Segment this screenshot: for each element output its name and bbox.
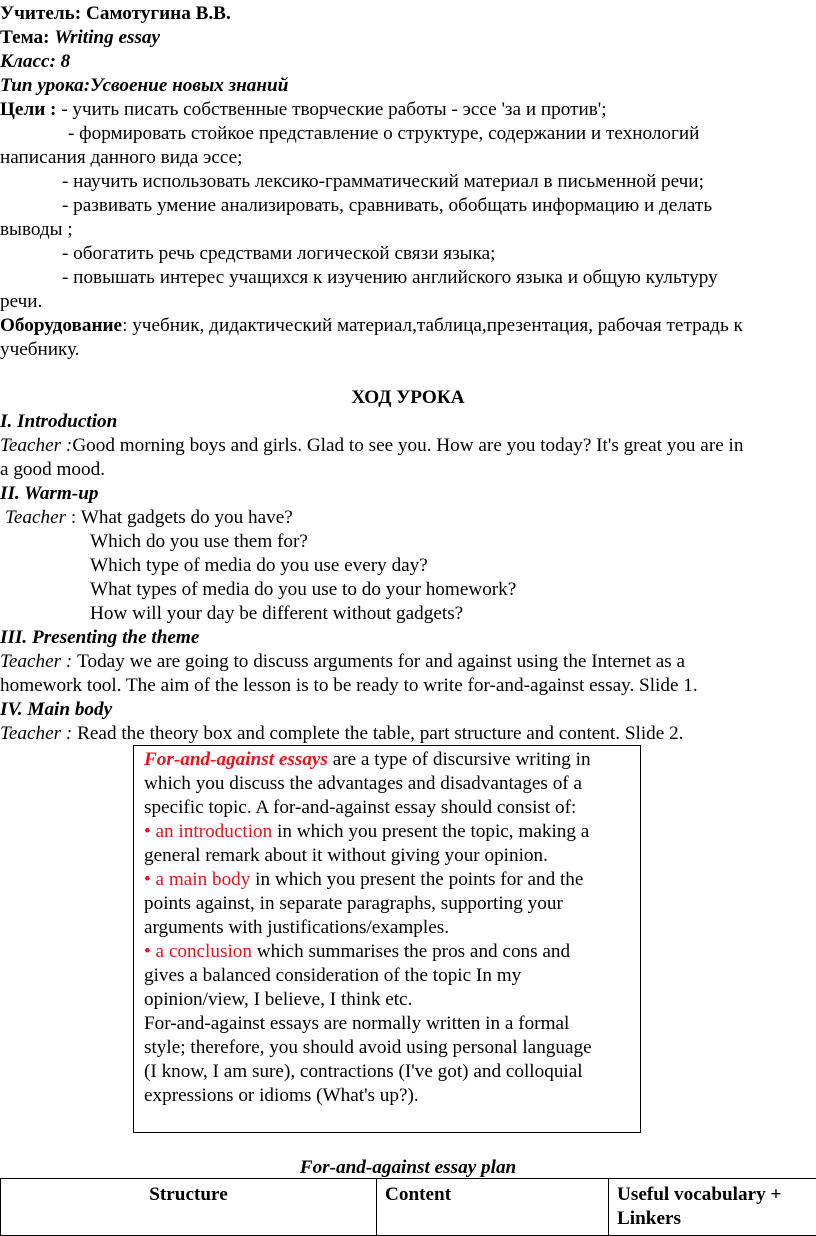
warmup-q3: Which type of media do you use every day? — [90, 554, 816, 578]
presenting-line-2: homework tool. The aim of the lesson is to be ready to write for-and-against essay. Slide 1. — [0, 674, 816, 698]
conclusion-term: • a conclusion — [144, 941, 252, 962]
theory-line-15: expressions or idioms (What's up?). — [144, 1084, 419, 1108]
plan-table — [0, 1178, 816, 1236]
theory-line-11: opinion/view, I believe, I think etc. — [144, 988, 412, 1012]
goal-5: - обогатить речь средствами логической связи языка; — [62, 242, 816, 266]
teacher-label: Учитель: — [0, 3, 81, 24]
theory-line-10: gives a balanced consideration of the topic In my — [144, 964, 521, 988]
goal-2a: - формировать стойкое представление о структуре, содержании и технологий — [68, 122, 816, 146]
theory-line-14: (I know, I am sure), contractions (I've got) and colloquial — [144, 1060, 583, 1084]
goal-6b: речи. — [0, 290, 816, 314]
theory-line-12: For-and-against essays are normally written in a formal — [144, 1012, 569, 1036]
intro-line-2: a good mood. — [0, 458, 816, 482]
structure-header: Structure — [1, 1179, 377, 1236]
theory-line-2: which you discuss the advantages and disadvantages of a — [144, 772, 582, 796]
lesson-type-value: Усвоение новых знаний — [90, 75, 288, 96]
goals-label: Цели : — [0, 99, 56, 120]
theory-text-1: are a type of discursive writing in — [328, 749, 591, 770]
intro-heading: I. Introduction — [0, 410, 816, 434]
intro-speaker: Teacher : — [0, 435, 72, 456]
warmup-q2: Which do you use them for? — [90, 530, 816, 554]
theory-line-4 — [144, 820, 589, 844]
goal-1: - учить писать собственные творческие работы - эссе 'за и против'; — [56, 99, 606, 120]
goals-line-1 — [0, 98, 816, 122]
teacher-line — [0, 2, 816, 26]
theory-line-1 — [144, 748, 591, 772]
topic-value: Writing essay — [54, 27, 160, 48]
theory-line-13: style; therefore, you should avoid using personal language — [144, 1036, 592, 1060]
warmup-speaker: Teacher — [5, 507, 66, 528]
warmup-q5: How will your day be different without gadgets? — [90, 602, 816, 626]
goal-2b: написания данного вида эссе; — [0, 146, 816, 170]
theory-title: For-and-against essays — [144, 749, 328, 770]
theory-text-9: which summarises the pros and cons and — [252, 941, 570, 962]
teacher-name: Самотугина В.В. — [86, 3, 231, 24]
plan-header-row — [1, 1179, 816, 1236]
equipment-line-1 — [0, 314, 816, 338]
warmup-line-1 — [5, 506, 816, 530]
lesson-heading: ХОД УРОКА — [0, 386, 816, 410]
intro-text: Good morning boys and girls. Glad to see you. How are you today? It's great you are in — [72, 435, 743, 456]
warmup-q1: What gadgets do you have? — [81, 507, 293, 528]
theory-text-4: in which you present the topic, making a — [272, 821, 589, 842]
mainbody-text: Read the theory box and complete the table, part structure and content. Slide 2. — [77, 723, 683, 744]
theory-line-6 — [144, 868, 583, 892]
theory-text-6: in which you present the points for and the — [250, 869, 583, 890]
lesson-type-label: Тип урока: — [0, 75, 90, 96]
theory-line-3: specific topic. A for-and-against essay should consist of: — [144, 796, 576, 820]
presenting-line-1 — [0, 650, 816, 674]
theory-line-7: points against, in separate paragraphs, supporting your — [144, 892, 563, 916]
plan-title: For-and-against essay plan — [0, 1156, 816, 1180]
goal-6a: - повышать интерес учащихся к изучению английского языка и общую культуру — [62, 266, 816, 290]
theory-line-8: arguments with justifications/examples. — [144, 916, 449, 940]
theory-line-9 — [144, 940, 570, 964]
lesson-type-line — [0, 74, 816, 98]
equipment-text: : учебник, дидактический материал,таблица,презентация, рабочая тетрадь к — [122, 315, 743, 336]
theory-box — [133, 745, 641, 1133]
warmup-q4: What types of media do you use to do your homework? — [90, 578, 816, 602]
goal-4a: - развивать умение анализировать, сравнивать, обобщать информацию и делать — [62, 194, 816, 218]
presenting-text: Today we are going to discuss arguments for and against using the Internet as a — [77, 651, 685, 672]
mainbody-speaker: Teacher : — [0, 723, 77, 744]
presenting-heading: III. Presenting the theme — [0, 626, 816, 650]
theory-line-5: general remark about it without giving your opinion. — [144, 844, 548, 868]
introduction-term: • an introduction — [144, 821, 272, 842]
mainbody-line-1 — [0, 722, 816, 746]
topic-line — [0, 26, 816, 50]
goal-3: - научить использовать лексико-грамматический материал в письменной речи; — [62, 170, 816, 194]
content-header: Content — [377, 1179, 609, 1236]
topic-label: Тема: — [0, 27, 50, 48]
warmup-heading: II. Warm-up — [0, 482, 816, 506]
equipment-label: Оборудование — [0, 315, 122, 336]
warmup-colon: : — [66, 507, 81, 528]
class-line: Класс: 8 — [0, 50, 816, 74]
goal-4b: выводы ; — [0, 218, 816, 242]
presenting-speaker: Teacher : — [0, 651, 77, 672]
mainbody-heading: IV. Main body — [0, 698, 816, 722]
intro-line-1 — [0, 434, 816, 458]
equipment-line-2: учебнику. — [0, 338, 816, 362]
main-body-term: • a main body — [144, 869, 250, 890]
vocabulary-header: Useful vocabulary + Linkers — [609, 1179, 816, 1236]
